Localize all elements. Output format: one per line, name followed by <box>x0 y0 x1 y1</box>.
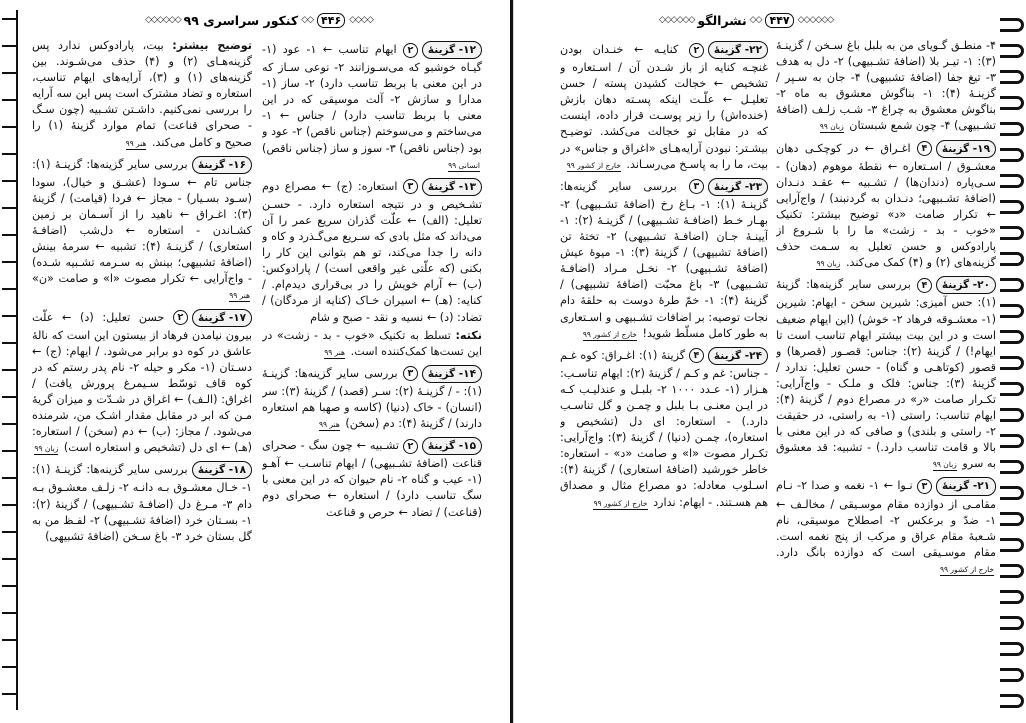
spiral-ring <box>1000 538 1024 552</box>
answer-option-circle: ۳ <box>403 366 418 381</box>
answer-option-circle: ۴ <box>917 141 932 156</box>
edge-tick <box>2 207 16 209</box>
question-number-badge: ۲۴- گزینۀ <box>708 347 768 365</box>
right-page-left-column <box>560 38 768 718</box>
edge-tick <box>2 666 16 668</box>
answer-block <box>776 38 996 135</box>
source-tag: هنر ۹۹ <box>125 138 147 148</box>
edge-tick <box>2 315 16 317</box>
answer-block <box>32 38 252 151</box>
spiral-ring <box>1000 122 1024 136</box>
answer-option-circle: ۲ <box>403 43 418 58</box>
spiral-ring <box>1000 96 1024 110</box>
answer-text: ۴- منطـق گـویای من به بلبل باغ سـخن / گزینـۀ (۳): ۱- تیـر بلا (اضافۀ تشـبیهی) ۲- دل به هدف ۳- تیغ جفا (اضافۀ تشبیهی) ۴- جان به سـپر / گزینـۀ (۴): ۱- بناگوش معشوق به ماه ۲- بناگوش معشوق به چراغ ۳- شـب زلـف (اضافۀ تشـبیهی) ۴- چون شمع شبستان <box>776 39 996 133</box>
answer-block <box>776 137 996 272</box>
edge-tick <box>2 639 16 641</box>
question-number: ۱۵ <box>463 440 476 453</box>
page-edge-ticks <box>2 10 18 710</box>
header-ornament: ◇◇◇◇◇◇ <box>797 15 834 25</box>
edge-tick <box>2 477 16 479</box>
question-number-badge: ۱۸- گزینۀ <box>192 461 252 479</box>
answer-block <box>776 273 996 472</box>
answer-header <box>689 41 768 59</box>
answer-option-circle: ۳ <box>403 179 418 194</box>
edge-tick <box>2 693 16 695</box>
right-page-header <box>524 8 968 32</box>
spiral-ring <box>1000 486 1024 500</box>
spiral-ring <box>1000 434 1024 448</box>
source-tag: زبان ۹۹ <box>932 460 957 470</box>
left-page-number: ۴۴۶ <box>317 13 345 28</box>
spiral-ring <box>1000 694 1024 708</box>
question-number-badge: ۱۶- گزینۀ <box>192 156 252 174</box>
answer-header <box>403 41 482 59</box>
answer-block <box>560 38 768 173</box>
spiral-ring <box>1000 616 1024 630</box>
edge-tick <box>2 585 16 587</box>
question-number: ۱۸ <box>233 464 246 477</box>
header-ornament: ◇◇◇◇ <box>349 15 373 25</box>
question-number: ۱۴ <box>463 367 476 380</box>
answer-text: بررسی سایر گزینه‌ها: گزینـۀ (۱): جناس تام ← سـودا (عشـق و خیال)، سودا (سـود بسـیار) - مجاز ← فردا (قیامت) / گزینۀ (۳): اغـراق ← ناهید را از آسـمان بر زمین کشـاندن - استعاره ← دل‌شب (اضافـۀ استعاری) / گزینـۀ (۴): تشبیه ← سرمۀ بینش (اضافۀ تشبیهی؛ بینش به سـرمه تشـبیه شـده) - واج‌آرایی ← تکرار مصوت «ا» و صامت «ن» <box>32 157 252 286</box>
answer-option-circle: ۲ <box>173 310 188 325</box>
answer-block <box>776 474 996 577</box>
left-page-title: کنکور سراسری ۹۹ <box>183 12 299 28</box>
answer-header <box>917 276 996 294</box>
answer-header <box>192 461 252 479</box>
spiral-ring <box>1000 564 1024 578</box>
question-number-badge: ۱۹- گزینۀ <box>936 140 996 158</box>
edge-tick <box>2 450 16 452</box>
answer-option-circle: ۳ <box>689 179 704 194</box>
question-number-badge: ۲۳- گزینۀ <box>708 178 768 196</box>
question-number-badge: ۲۲- گزینۀ <box>708 41 768 59</box>
source-tag: خارج از کشور ۹۹ <box>582 329 637 339</box>
answer-header <box>173 309 252 327</box>
edge-tick <box>2 261 16 263</box>
edge-tick <box>2 72 16 74</box>
spiral-ring <box>1000 252 1024 266</box>
question-number: ۱۶ <box>233 158 246 171</box>
note-label: نکته: <box>455 328 482 342</box>
spiral-ring <box>1000 278 1024 292</box>
edge-tick <box>2 396 16 398</box>
answer-block <box>262 328 482 360</box>
spiral-ring <box>1000 148 1024 162</box>
left-page-left-column <box>32 38 252 718</box>
answer-text: تسلط به تکنیک «خوب - بد - زشت» در این تست‌ها کمک‌کننده است. <box>262 328 482 358</box>
spiral-ring <box>1000 460 1024 474</box>
question-number: ۱۷ <box>233 311 247 324</box>
answer-header <box>403 178 482 196</box>
question-number-badge: ۱۴- گزینۀ <box>422 365 482 383</box>
question-number: ۲۱ <box>977 480 991 493</box>
question-number: ۱۳ <box>463 180 476 193</box>
answer-option-circle: ۴ <box>917 278 932 293</box>
answer-block <box>262 38 482 173</box>
source-tag: زبان ۹۹ <box>819 122 844 132</box>
question-number-badge: ۲۱- گزینۀ <box>936 477 996 495</box>
right-page-right-column <box>776 38 996 718</box>
answer-text: بررسی سایر گزینه‌ها: گزینـۀ (۱): - / گزینـۀ (۲): سـر (قصد) / گزینۀ (۳): سر (انسان) - خاک (دنیا) (کاسه و صهبا هم استعاره دارند) / گزینۀ (۴): دم (سخن) <box>262 366 482 431</box>
answer-block <box>32 153 252 304</box>
answer-text: بیت، پارادوکس ندارد پس گزینه‌هـای (۲) و (۴) حذف می‌شـوند. بین گزینه‌های (۱) و (۳)، آرایه‌های ایهام تناسب، استعاره و تضاد مشترک است پس این سه آرایه را بررسی نمی‌کنیم. داشـتن تشـبیه (چون سـگ - صحرای قناعت) تمام موارد گزینۀ (۱) را صحیح و کامل می‌کند. <box>32 39 252 149</box>
spiral-ring <box>1000 70 1024 84</box>
spiral-ring <box>1000 304 1024 318</box>
right-page-number: ۴۴۷ <box>765 13 793 28</box>
answer-option-circle: ۳ <box>917 479 932 494</box>
answer-header <box>403 365 482 383</box>
answer-header <box>689 178 768 196</box>
right-page-title: نشرالگو <box>697 12 747 28</box>
answer-block <box>32 306 252 457</box>
answer-option-circle: ۲ <box>689 43 704 58</box>
spiral-ring <box>1000 356 1024 370</box>
answer-text: بررسی سایر گزینه‌ها: گزینـۀ (۱): ۱- خـال معشـوق بـه دانـه ۲- زلـف معشـوق بـه دام ۳- مـرغ دل (اضافـۀ تشـبیهی) / گزینۀ (۲): ۱- بسـتان خرد (اضافۀ تشـبیهی) ۲- لفـظ من به گل بستان خرد ۳- باغ سـخن (اضافۀ تشبیهی) <box>32 463 252 543</box>
answer-header <box>689 347 768 365</box>
left-page-header <box>22 8 496 32</box>
source-tag: خارج از کشور ۹۹ <box>939 564 994 574</box>
edge-tick <box>2 342 16 344</box>
question-number-badge: ۱۲- گزینۀ <box>422 41 482 59</box>
answer-text: حسن تعلیل: (د) ← علّت بیرون نیامدن فرهاد از بیستون این است که نالۀ عاشق در کوه دو برابر می‌شود. / ایهام: (ج) ← دسـتان (۱- مکر و حیله ۲- نام پدر رستم که در کوه قاف توسّط سـیمرغ پرورش یافت) / اغراق: (الـف) ← اغراق در شـدّت و میزان گریۀ مـن که ابر در مقابل مقدار اشـک من، شرمنده می‌شود. / مجاز: (ب) ← دم (سخن) / استعاره: (هـ) ← ای دل (تشخیص و استعاره است) <box>32 310 252 455</box>
answer-block <box>560 175 768 342</box>
edge-tick <box>2 45 16 47</box>
spiral-binding <box>996 0 1026 723</box>
edge-tick <box>2 126 16 128</box>
question-number: ۲۰ <box>977 279 990 292</box>
spiral-ring <box>1000 512 1024 526</box>
spiral-ring <box>1000 44 1024 58</box>
question-number-badge: ۱۵- گزینۀ <box>422 437 482 455</box>
source-tag: انسانی ۹۹ <box>448 160 480 170</box>
question-number: ۲۲ <box>749 44 762 56</box>
note-label: توضیح بیشتر: <box>172 39 252 52</box>
edge-tick <box>2 504 16 506</box>
edge-tick <box>2 153 16 155</box>
edge-tick <box>2 612 16 614</box>
spiral-ring <box>1000 226 1024 240</box>
answer-block <box>560 344 768 511</box>
spiral-ring <box>1000 408 1024 422</box>
spiral-ring <box>1000 18 1024 32</box>
edge-tick <box>2 423 16 425</box>
source-tag: خارج از کشور ۹۹ <box>566 160 621 170</box>
answer-text: کنایـه ← خنـدان بودن غنچـه کنایه از باز شـدن آن / اسـتعاره و تشخیص ← خجالت کشیدن پسته / حسن تعلیـل ← علّـت اینکه پسـته دهان بازش (خنده‌اش) را زیر پوسـت قرار داده، اینست که در مقابل تو خجالت می‌کشد. توضیـح بیشـتر: نبودن آرایه‌هـای «اغراق و جناس» در بیت، ما را به پاسـخ می‌رسـاند. <box>560 43 768 171</box>
edge-line <box>16 10 18 710</box>
source-tag: خارج از کشور ۹۹ <box>593 498 648 508</box>
answer-text: بررسی سایر گزینه‌ها: گزینۀ (۱): حس آمیزی: شیرین سخن - ایهام: شیرین (۱- معشـوقه فرهاد ۲- خوش) (این ایهام ضعیف است و در این بیت بیشتر ایهام تناسب است تا ایهام!) / گزینۀ (۲): جناس: قصـور (قصرها) و قصور (کوتاهـی و گناه) - حسن تعلیل: ندارد / گزینۀ (۳): جناس: فلک و ملـک - واج‌آرایی: تکـرار صامت «ر» در مصراع دوم / گزینۀ (۴): ایهام تناسب: راستی (۱- به راستی، در حقیقت ۲- راستی و بلندی) و صافی که در این معنی با بالا و قامت تناسب دارد.) - تشبیه: قد معشوق به سرو <box>776 278 996 471</box>
answer-option-circle: ۴ <box>689 348 704 363</box>
answer-block <box>32 458 252 544</box>
answer-block <box>262 434 482 520</box>
spiral-ring <box>1000 200 1024 214</box>
edge-tick <box>2 531 16 533</box>
header-ornament: ◇◇ <box>301 15 314 25</box>
spiral-ring <box>1000 330 1024 344</box>
source-tag: زبان ۹۹ <box>816 259 841 269</box>
edge-tick <box>2 369 16 371</box>
edge-tick <box>2 18 16 20</box>
answer-text: تشـبیه ← چون سگ - صحرای قناعت (اضافۀ تشـبیهی) / ایهام تناسـب ← آهـو (۱- عیب و گناه ۲- نام حیوان که در این معنی با سگ تناسب دارد) / استعاره ← صحرای دوم (قناعت) / تضاد ← حرص و قناعت <box>262 439 482 519</box>
question-number: ۲۳ <box>749 180 762 193</box>
spiral-ring <box>1000 382 1024 396</box>
answer-header <box>192 156 252 174</box>
edge-tick <box>2 99 16 101</box>
header-ornament: ◇◇◇◇◇◇ <box>145 15 181 25</box>
answer-option-circle: ۲ <box>403 439 418 454</box>
question-number: ۲۴ <box>749 349 762 362</box>
edge-tick <box>2 558 16 560</box>
answer-header <box>917 477 996 495</box>
answer-text: ایهام تناسب ← ۱- عود (۱- گیـاه خوشبو که می‌سـوزانند ۲- نوعی سـاز که در این معنی با بربط تناسب دارد) ۲- ساز (۱- مدارا و سازش ۲- آلت موسیقی که در این معنی با بربط تناسب دارد) / جناس ← ۱- می‌ساختم و می‌سوختم (جناس ناقص) ۲- عود و بود (جناس ناقص) ۳- سوز و ساز (جناس ناقص) <box>262 43 482 155</box>
header-ornament: ◇◇◇◇◇◇ <box>658 15 695 25</box>
answer-block <box>262 175 482 326</box>
answer-text: نـوا ← ۱- نغمه و صدا ۲- نـام مقامـی از دوازده مقام موسـیقی / مخالـف ← ۱- ضدّ و برعکس ۲- اصطلاح موسیقی، نام شـعبۀ مقام عراق و مرکب از پنج نغمه است. مقام موسـیقی است که دوازده بانگ دارد. <box>776 479 996 559</box>
question-number-badge: ۲۰- گزینۀ <box>936 276 996 294</box>
question-number-badge: ۱۷- گزینۀ <box>192 309 252 327</box>
source-tag: هنر ۹۹ <box>229 291 250 301</box>
spiral-ring <box>1000 590 1024 604</box>
answer-text: بررسی سایر گزینه‌ها: گزینـۀ (۱): ۱- بـاغ رخ (اضافۀ تشـبیهی) ۲- بهـار خـط (اضافـۀ تشـبیهی) / گزینـۀ (۲): ۱- آیینـۀ جـان (اضافـۀ تشـبیهی) ۲- تختۀ تن (اضافۀ تشبیهی) / گزینۀ (۳): ۱- میوۀ عیش (اضافۀ تشـبیهی) ۲- نخـل مـراد (اضافـۀ تشـبیهی) ۳- باغ محبّت (اضافۀ تشبیهی) / گزینۀ (۴): ۱- خمّ طرۀ دوست به حلقۀ دام نجات توصیه: بر اضافات تشـبیهی و اسـتعاری به طور کامل مسلّط شوید! <box>560 179 768 340</box>
spiral-ring <box>1000 668 1024 682</box>
question-number-badge: ۱۳- گزینۀ <box>422 178 482 196</box>
answer-block <box>262 362 482 432</box>
left-page-right-column <box>262 38 482 718</box>
edge-tick <box>2 180 16 182</box>
answer-text: گزینۀ (۱): اغـراق: کوه غـم - جناس: غم و کـم / گزینۀ (۲): ایهام تناسـب: هـزار (۱- عـدد ۱۰۰۰ ۲- بلبـل و عندلیـب کـه در ایـن معنـی بـا بلبل و چمـن و گل تناسـب دارد.) - استعاره: ای دل (تشخیص و استعاره)، چمـن (دنیا) / گزینۀ (۳): واج‌آرایی: تکـرار مصوت «ا» و صامت «د» - استعاره: خاطر خورشید (اضافۀ استعاری) / گزینۀ (۴): اسـلوب معادله: دو مصراع مثال و مصداق هم هسـتند. - ایهام: ندارد <box>560 348 768 509</box>
header-ornament: ◇◇ <box>749 15 762 25</box>
right-page <box>514 0 1026 723</box>
answer-text: استعاره: (ج) ← مصراع دوم تشـخیص و در نتیجه استعاره دارد. - حسـن تعلیل: (الف) ← علّت گذران سریع عمر را آن می‌داند که مثل بادی که سـریع می‌گـذرد و کاه و دانه را جدا می‌کند، تو هم بتوانی این کار را بکنی (که علّتی غیر واقعی است) / پارادوکس: (ب) ← آرام خویش را در بی‌قراری دیدم‌ام. / کنایه: (هـ) ← اسیران خـاک (کنایه از مردگان) / تضاد: (د) ← نسیه و نقد - صبح و شام <box>262 179 482 324</box>
edge-tick <box>2 234 16 236</box>
answer-header <box>917 140 996 158</box>
question-number: ۱۲ <box>463 44 476 56</box>
source-tag: هنر ۹۹ <box>318 420 340 430</box>
question-number: ۱۹ <box>977 142 990 155</box>
edge-tick <box>2 288 16 290</box>
spiral-ring <box>1000 642 1024 656</box>
source-tag: زبان ۹۹ <box>34 444 59 454</box>
answer-header <box>403 437 482 455</box>
answer-text: اغـراق ← در کوچکـی دهان معشـوق / اسـتعاره ← نقطۀ موهوم (دهان) - سـی‌پاره (دندان‌ها) / تشـبیه ← عقـد دنـدان (اضافۀ تشـبیهی؛ دنـدان به گردنبند) / واج‌آرایی ← تکرار صامت «د» توضیح بیشتر: تکنیک «خوب - بد - زشت» ما را با شـروع از پارادوکس و حسن تعلیل به سـمت حذف گزینه‌های (۲) و (۴) کمک می‌کند. <box>776 141 996 270</box>
source-tag: هنر ۹۹ <box>324 347 345 357</box>
spiral-ring <box>1000 174 1024 188</box>
